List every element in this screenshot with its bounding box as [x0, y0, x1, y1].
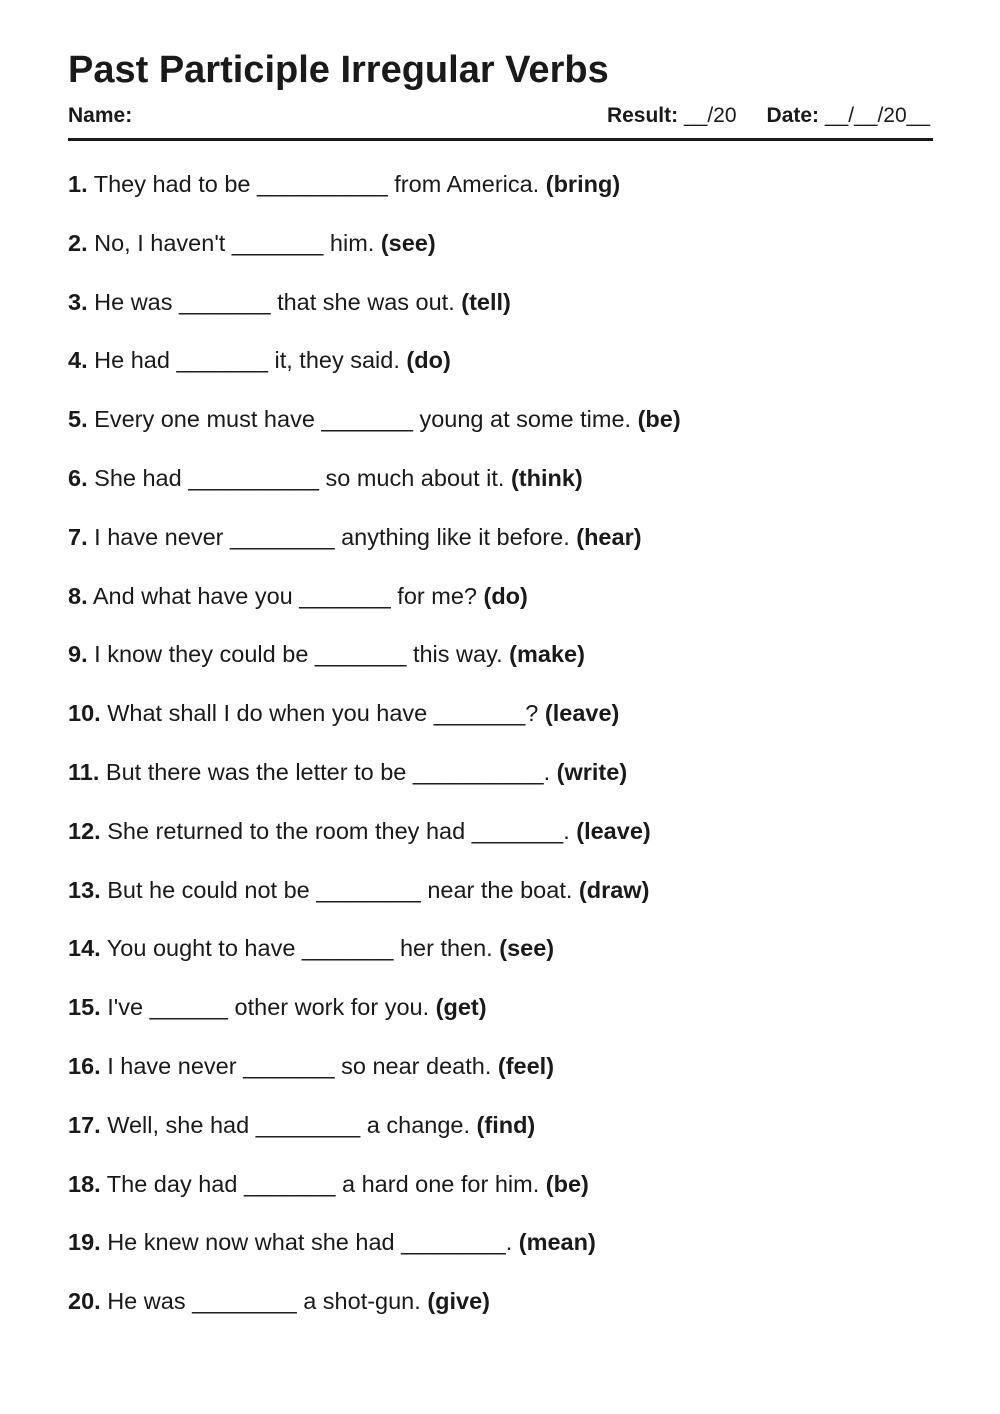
name-label: Name: — [68, 104, 133, 127]
question-text-after: young at some time. — [419, 406, 632, 433]
verb-hint: (make) — [509, 641, 585, 668]
question-item — [68, 286, 681, 345]
question-item — [68, 168, 681, 227]
question-text-after: it, they said. — [274, 347, 400, 374]
date-value: __/__/20__ — [824, 104, 930, 127]
answer-blank: _______ — [433, 700, 526, 727]
question-item — [68, 1050, 681, 1109]
question-text-before: But he could not be — [107, 876, 310, 903]
question-text-before: He was — [107, 1288, 186, 1315]
question-text-after: for me? — [397, 582, 477, 609]
verb-hint: (do) — [406, 347, 451, 374]
question-number: 19. — [68, 1229, 101, 1256]
question-number: 13. — [68, 876, 101, 903]
question-text-before: He had — [94, 347, 170, 374]
question-item — [68, 227, 681, 286]
answer-blank: _______ — [179, 288, 271, 315]
question-text-before: She had — [94, 464, 182, 491]
question-number: 4. — [68, 347, 88, 374]
question-number: 9. — [68, 641, 88, 668]
verb-hint: (mean) — [518, 1229, 596, 1256]
question-item — [68, 1226, 681, 1285]
question-number: 11. — [68, 758, 100, 785]
question-text-before: I know they could be — [94, 641, 309, 668]
question-text-before: I have never — [94, 523, 224, 550]
question-text-after: anything like it before. — [341, 523, 570, 550]
question-item — [68, 403, 681, 462]
question-item — [68, 932, 681, 991]
question-item — [68, 521, 681, 580]
answer-blank: _______ — [299, 582, 391, 609]
verb-hint: (be) — [545, 1170, 589, 1197]
verb-hint: (bring) — [545, 171, 621, 197]
question-text-after: a change. — [366, 1111, 471, 1138]
worksheet-title: Past Participle Irregular Verbs — [68, 49, 609, 91]
question-item — [68, 1285, 681, 1344]
question-item — [68, 1109, 681, 1168]
verb-hint: (write) — [556, 758, 628, 785]
answer-blank: ________ — [255, 1111, 361, 1138]
question-text-before: They had to be — [93, 171, 251, 197]
question-item — [68, 815, 681, 874]
question-number: 12. — [68, 817, 101, 844]
question-text-after: . — [505, 1229, 513, 1256]
question-text-after: a hard one for him. — [342, 1170, 540, 1197]
question-text-before: I have never — [107, 1052, 237, 1079]
verb-hint: (leave) — [544, 700, 620, 727]
question-number: 1. — [68, 171, 88, 197]
question-text-before: She returned to the room they had — [107, 817, 466, 844]
question-text-before: He was — [94, 288, 173, 315]
question-item — [68, 756, 681, 815]
question-item — [68, 1168, 681, 1227]
answer-blank: _______ — [243, 1170, 336, 1197]
result-date-fields — [607, 103, 930, 129]
question-text-before: You ought to have — [106, 935, 296, 962]
question-text-before: What shall I do when you have — [107, 700, 428, 727]
name-field — [68, 103, 132, 129]
question-text-after: . — [563, 817, 570, 844]
question-text-before: I've — [107, 994, 144, 1021]
answer-blank: _______ — [176, 347, 268, 374]
answer-blank: _______ — [301, 935, 394, 962]
question-number: 6. — [68, 464, 88, 491]
question-text-after: her then. — [399, 935, 493, 962]
question-number: 18. — [68, 1170, 101, 1197]
answer-blank: _______ — [314, 641, 407, 668]
question-text-before: Well, she had — [107, 1111, 250, 1138]
result-field — [607, 104, 737, 127]
worksheet — [68, 0, 933, 1414]
question-number: 17. — [68, 1111, 101, 1138]
question-text-after: so near death. — [341, 1052, 492, 1079]
answer-blank: __________ — [412, 758, 544, 785]
verb-hint: (feel) — [497, 1052, 555, 1079]
question-number: 5. — [68, 406, 88, 433]
question-text-before: And what have you — [92, 582, 293, 609]
question-text-before: The day had — [106, 1170, 238, 1197]
question-text-after: ? — [525, 700, 539, 727]
result-label: Result: — [606, 104, 679, 127]
answer-blank: ________ — [230, 523, 335, 550]
date-label: Date: — [766, 104, 820, 127]
answer-blank: _______ — [321, 406, 413, 433]
question-number: 3. — [68, 288, 88, 315]
question-item — [68, 697, 681, 756]
question-text-after: this way. — [412, 641, 503, 668]
question-item — [68, 462, 681, 521]
answer-blank: ________ — [316, 876, 421, 903]
question-list — [68, 168, 681, 1344]
question-text-before: He knew now what she had — [107, 1229, 395, 1256]
answer-blank: __________ — [188, 464, 319, 491]
verb-hint: (see) — [380, 229, 436, 256]
question-number: 15. — [68, 994, 101, 1021]
question-text-after: . — [543, 758, 551, 785]
question-text-before: No, I haven't — [94, 229, 226, 256]
question-item — [68, 874, 681, 933]
result-value: __/20 — [683, 104, 737, 127]
question-number: 20. — [68, 1288, 101, 1315]
verb-hint: (do) — [483, 582, 528, 609]
question-item — [68, 638, 681, 697]
question-number: 2. — [68, 229, 88, 256]
verb-hint: (leave) — [576, 817, 651, 844]
question-item — [68, 580, 681, 639]
answer-blank: _______ — [243, 1052, 335, 1079]
question-text-after: that she was out. — [277, 288, 455, 315]
worksheet-header — [68, 103, 933, 129]
date-field — [767, 104, 930, 127]
question-text-before: Every one must have — [94, 406, 315, 433]
verb-hint: (give) — [427, 1288, 491, 1315]
answer-blank: __________ — [257, 171, 388, 197]
question-number: 14. — [68, 935, 101, 962]
answer-blank: ________ — [401, 1229, 506, 1256]
question-number: 7. — [68, 523, 88, 550]
question-number: 16. — [68, 1052, 101, 1079]
question-text-after: near the boat. — [427, 876, 573, 903]
verb-hint: (think) — [510, 464, 583, 491]
question-text-before: But there was the letter to be — [105, 758, 407, 785]
verb-hint: (get) — [435, 994, 487, 1021]
question-item — [68, 344, 681, 403]
question-text-after: him. — [329, 229, 375, 256]
verb-hint: (find) — [476, 1111, 536, 1138]
answer-blank: _______ — [231, 229, 324, 256]
header-divider — [68, 138, 933, 141]
question-text-after: other work for you. — [234, 994, 430, 1021]
verb-hint: (be) — [637, 406, 681, 433]
answer-blank: ______ — [149, 994, 228, 1021]
question-text-after: from America. — [394, 171, 540, 197]
question-text-after: so much about it. — [325, 464, 505, 491]
answer-blank: _______ — [471, 817, 564, 844]
question-number: 10. — [68, 700, 101, 727]
verb-hint: (hear) — [576, 523, 642, 550]
verb-hint: (see) — [499, 935, 555, 962]
question-text-after: a shot-gun. — [303, 1288, 421, 1315]
question-item — [68, 991, 681, 1050]
verb-hint: (tell) — [461, 288, 511, 315]
question-number: 8. — [68, 582, 88, 609]
answer-blank: ________ — [192, 1288, 297, 1315]
verb-hint: (draw) — [578, 876, 650, 903]
